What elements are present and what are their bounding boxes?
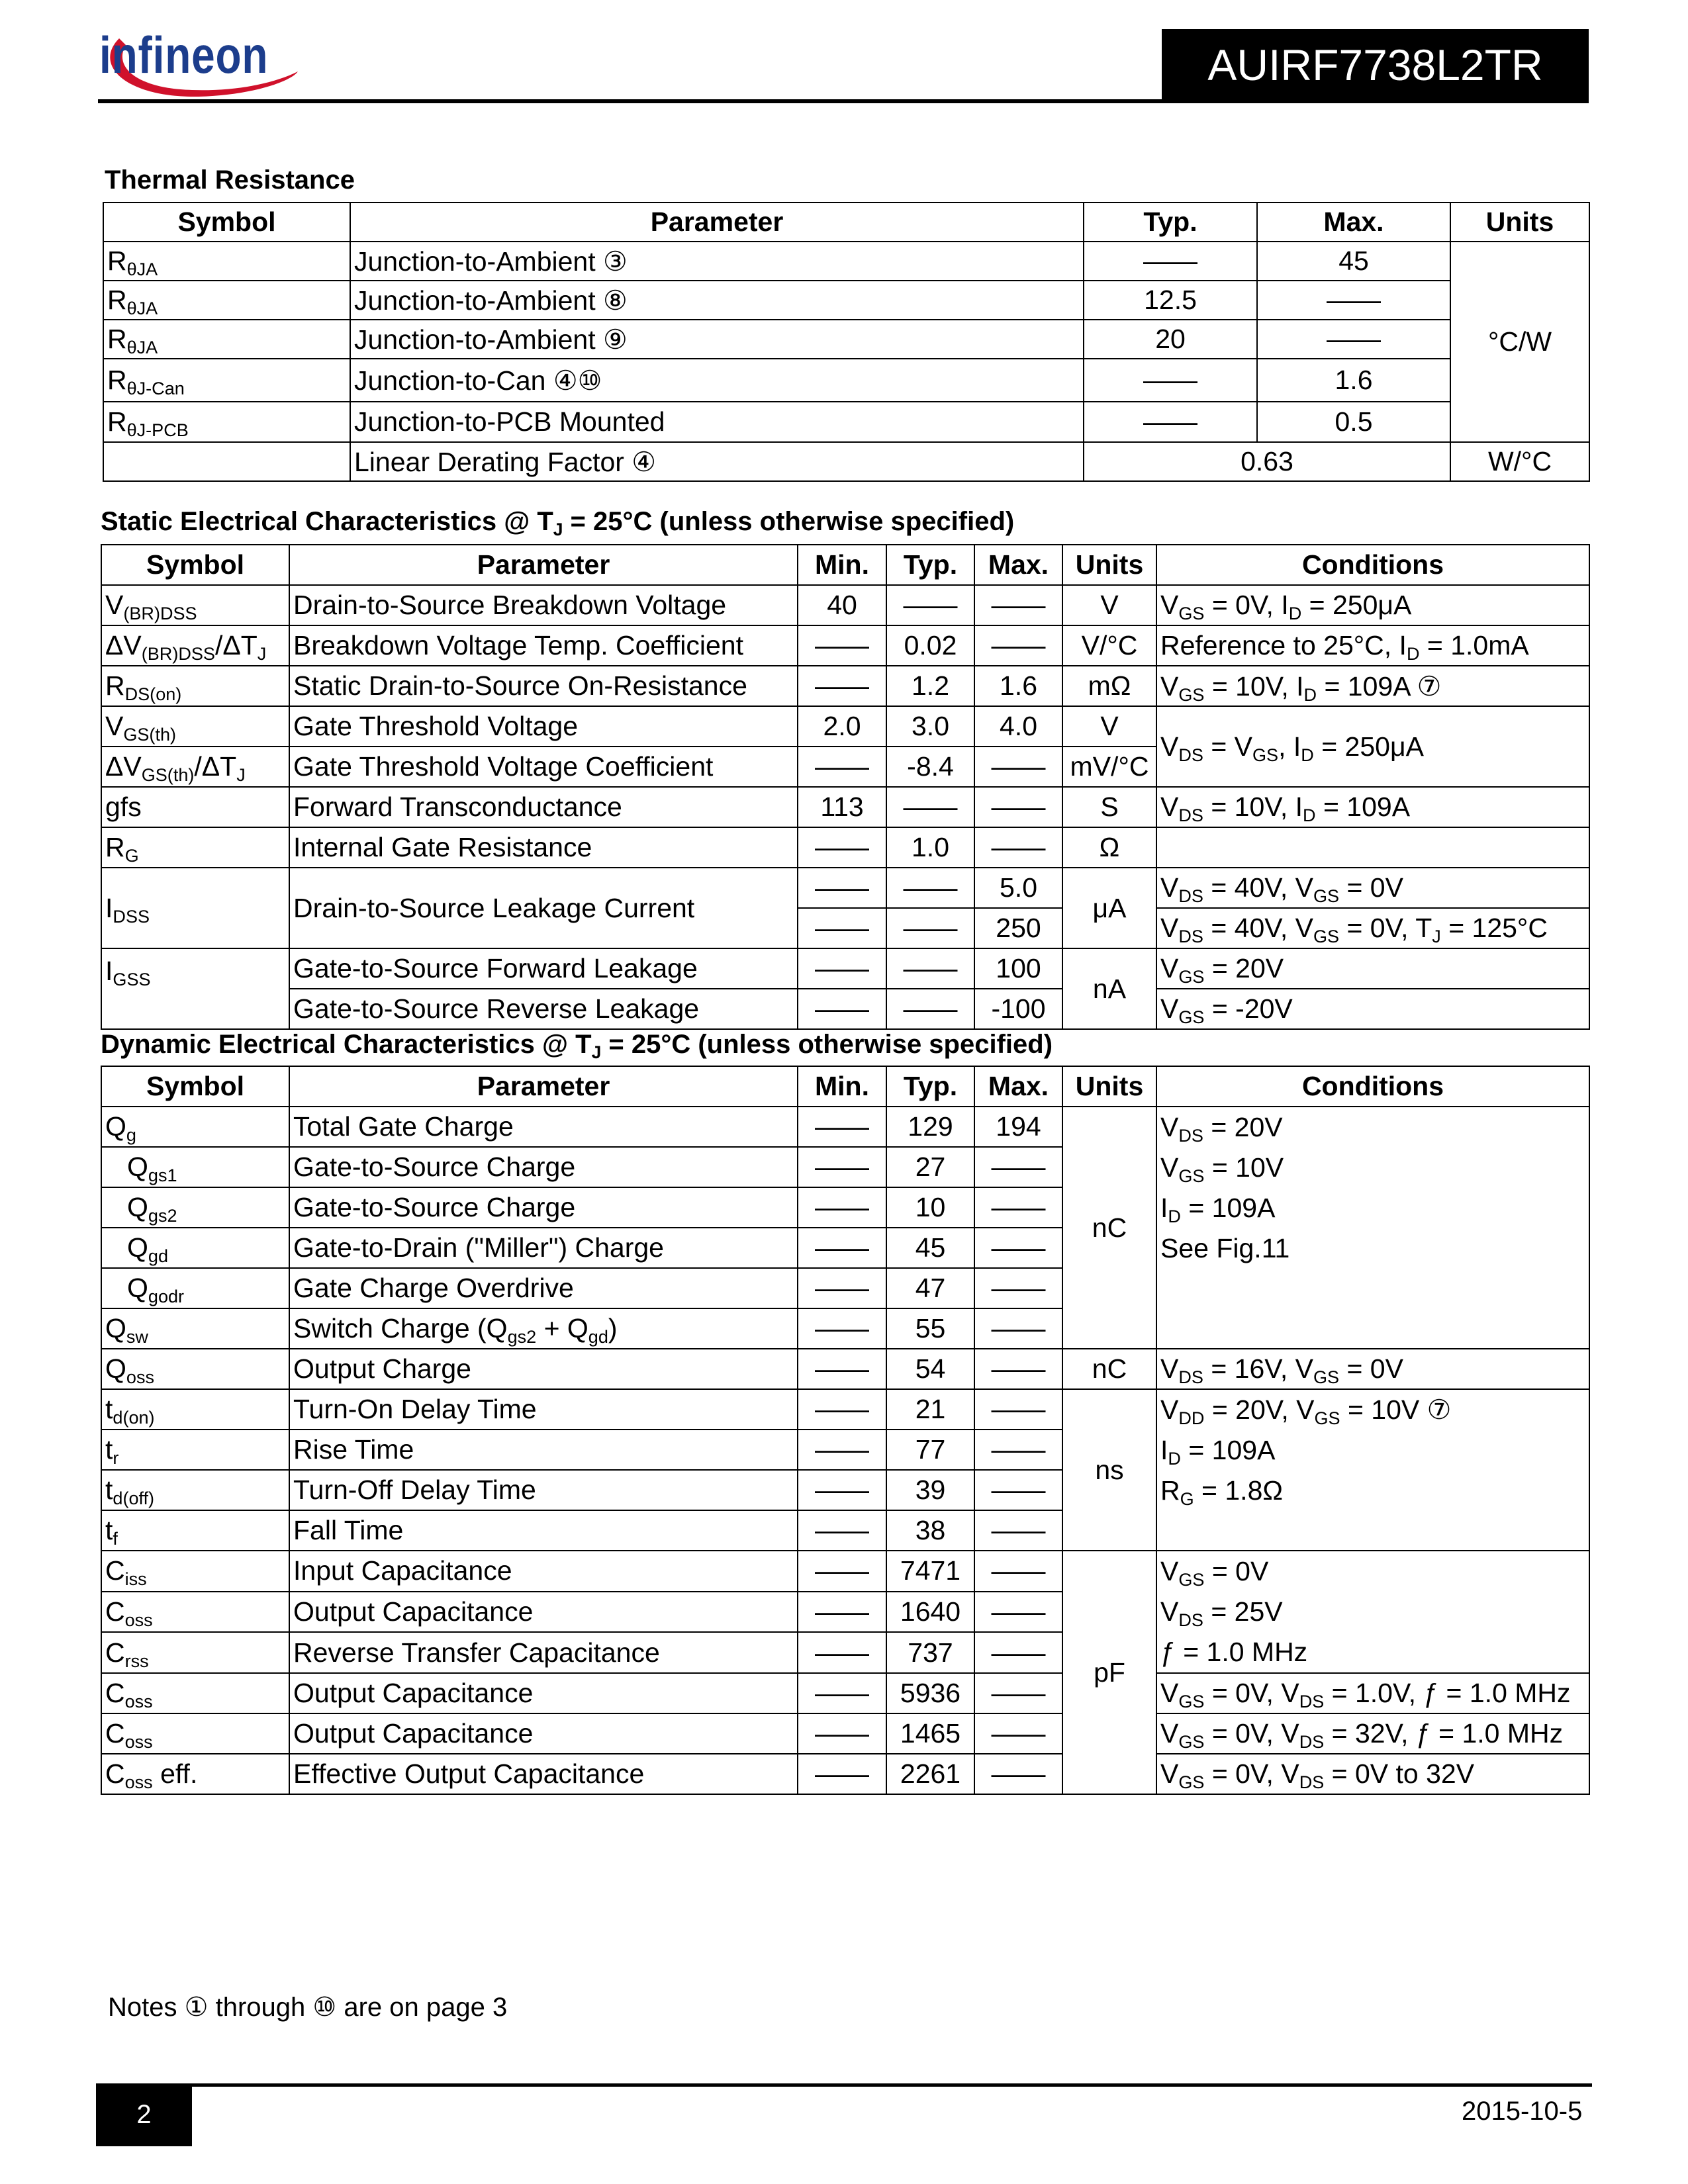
static-title: Static Electrical Characteristics @ $T_J = 25^\circ C$ (unless otherwise specified): [101, 507, 1015, 539]
typ-cell: ——: [886, 948, 974, 989]
max-cell: ——: [974, 1754, 1062, 1794]
min-cell: ——: [798, 948, 886, 989]
conditions-cell: $V_{DS} = 10V$, $I_D = 109A$: [1156, 787, 1589, 827]
max-cell: 5.0: [974, 868, 1062, 908]
min-cell: ——: [798, 1349, 886, 1389]
parameter-cell: Output Capacitance: [289, 1592, 798, 1633]
min-cell: ——: [798, 1673, 886, 1713]
max-cell: ——: [974, 827, 1062, 868]
units-cell: nC: [1062, 1349, 1156, 1389]
max-cell: 250: [974, 908, 1062, 948]
symbol-cell: $Q_{gs2}$: [101, 1187, 289, 1228]
max-cell: ——: [1257, 281, 1450, 320]
dynamic-table: [101, 1066, 1590, 1795]
max-cell: ——: [974, 787, 1062, 827]
typ-cell: 12.5: [1084, 281, 1257, 320]
parameter-cell: Gate Threshold Voltage: [289, 706, 798, 747]
max-cell: -100: [974, 989, 1062, 1029]
symbol-cell: $\Delta V_{GS(th)}/\Delta T_J$: [101, 747, 289, 787]
typ-cell: 54: [886, 1349, 974, 1389]
symbol-cell: $R_{\theta J-PCB}$: [103, 402, 350, 442]
infineon-logo: infineon: [99, 26, 269, 84]
conditions-cell: $V_{DS} = 16V$, $V_{GS} = 0V$: [1156, 1349, 1589, 1389]
typ-cell: 47: [886, 1268, 974, 1308]
typ-cell: 39: [886, 1470, 974, 1510]
col-header: Symbol: [101, 545, 289, 585]
symbol-cell: [103, 442, 350, 481]
header-rule: [98, 99, 1589, 103]
part-number-banner: AUIRF7738L2TR: [1162, 29, 1589, 101]
typ-cell: 1465: [886, 1713, 974, 1754]
parameter-cell: Turn-On Delay Time: [289, 1389, 798, 1430]
symbol-cell: $C_{oss}$ eff.: [101, 1754, 289, 1794]
typ-cell: ——: [886, 585, 974, 625]
max-cell: ——: [974, 1147, 1062, 1187]
typ-cell: 10: [886, 1187, 974, 1228]
units-cell: nC: [1062, 1107, 1156, 1349]
table-row: [101, 1107, 1589, 1147]
max-cell: 100: [974, 948, 1062, 989]
condition-line: $R_G = 1.8\Omega$: [1160, 1475, 1284, 1510]
table-row: [101, 666, 1589, 706]
max-cell: ——: [974, 585, 1062, 625]
conditions-cell: $V_{DS} = 40V$, $V_{GS} = 0V$: [1156, 868, 1589, 908]
units-cell: ns: [1062, 1389, 1156, 1551]
units-cell: S: [1062, 787, 1156, 827]
col-header: Symbol: [101, 1066, 289, 1107]
footer-rule: [96, 2083, 1592, 2087]
typ-cell: 3.0: [886, 706, 974, 747]
table-row: [103, 320, 1589, 359]
min-cell: ——: [798, 1228, 886, 1268]
symbol-cell: $R_{\theta JA}$: [103, 320, 350, 359]
table-row: [101, 625, 1589, 666]
parameter-cell: Rise Time: [289, 1430, 798, 1470]
max-cell: ——: [1257, 320, 1450, 359]
col-header: Typ.: [1084, 203, 1257, 242]
parameter-cell: Gate-to-Drain ("Miller") Charge: [289, 1228, 798, 1268]
parameter-cell: Turn-Off Delay Time: [289, 1470, 798, 1510]
dynamic-title: Dynamic Electrical Characteristics @ $T_J = 25^\circ C$ (unless otherwise specified): [101, 1030, 1053, 1062]
parameter-cell: Breakdown Voltage Temp. Coefficient: [289, 625, 798, 666]
min-cell: ——: [798, 747, 886, 787]
table-row: [101, 706, 1589, 747]
table-header-row: [103, 203, 1589, 242]
col-header: Typ.: [886, 1066, 974, 1107]
typ-cell: ——: [886, 989, 974, 1029]
conditions-cell: $V_{DS} = V_{GS}$, $I_D = 250\mu A$: [1156, 706, 1589, 787]
condition-line: $V_{GS} = 10V$: [1160, 1152, 1284, 1187]
max-cell: ——: [974, 747, 1062, 787]
max-cell: ——: [974, 1673, 1062, 1713]
typ-cell: 1.0: [886, 827, 974, 868]
table-row: [101, 989, 1589, 1029]
condition-line: $V_{GS} = 0V$: [1160, 1556, 1269, 1590]
symbol-cell: $R_{\theta J-Can}$: [103, 359, 350, 402]
table-row: [101, 1551, 1589, 1592]
min-cell: 113: [798, 787, 886, 827]
table-row: [101, 1713, 1589, 1754]
page-number: 2: [96, 2087, 192, 2146]
typ-cell: ——: [886, 868, 974, 908]
conditions-cell: [1156, 1107, 1589, 1349]
max-cell: ——: [974, 1713, 1062, 1754]
typ-cell: 38: [886, 1510, 974, 1551]
typ-cell: -8.4: [886, 747, 974, 787]
table-row: [103, 281, 1589, 320]
symbol-cell: $V_{(BR)DSS}$: [101, 585, 289, 625]
min-cell: ——: [798, 1713, 886, 1754]
units-cell: Ω: [1062, 827, 1156, 868]
parameter-cell: Output Charge: [289, 1349, 798, 1389]
condition-line: $I_D = 109A$: [1160, 1193, 1276, 1227]
max-cell: 1.6: [974, 666, 1062, 706]
table-row: [101, 948, 1589, 989]
typ-cell: 129: [886, 1107, 974, 1147]
min-cell: ——: [798, 1510, 886, 1551]
min-cell: 2.0: [798, 706, 886, 747]
units-cell: mΩ: [1062, 666, 1156, 706]
parameter-cell: Junction-to-Ambient ③: [350, 242, 1084, 281]
conditions-cell: $V_{GS} = 0V$, $V_{DS} = 0V$ to 32V: [1156, 1754, 1589, 1794]
parameter-cell: Reverse Transfer Capacitance: [289, 1632, 798, 1673]
table-header-row: [101, 545, 1589, 585]
units-cell: V: [1062, 585, 1156, 625]
col-header: Parameter: [289, 545, 798, 585]
conditions-cell: $V_{GS} = -20V$: [1156, 989, 1589, 1029]
min-cell: ——: [798, 1430, 886, 1470]
symbol-cell: $C_{iss}$: [101, 1551, 289, 1592]
table-row: [101, 1673, 1589, 1713]
min-cell: ——: [798, 1107, 886, 1147]
typ-cell: 21: [886, 1389, 974, 1430]
max-cell: 1.6: [1257, 359, 1450, 402]
symbol-cell: $t_f$: [101, 1510, 289, 1551]
min-cell: ——: [798, 1187, 886, 1228]
max-cell: ——: [974, 1389, 1062, 1430]
typ-cell: 45: [886, 1228, 974, 1268]
typ-cell: 1.2: [886, 666, 974, 706]
units-cell: μA: [1062, 868, 1156, 948]
min-cell: ——: [798, 827, 886, 868]
parameter-cell: Total Gate Charge: [289, 1107, 798, 1147]
symbol-cell: $I_{DSS}$: [101, 868, 289, 948]
col-header: Min.: [798, 545, 886, 585]
symbol-cell: $Q_g$: [101, 1107, 289, 1147]
min-cell: 40: [798, 585, 886, 625]
col-header: Max.: [974, 545, 1062, 585]
typ-cell: 55: [886, 1308, 974, 1349]
col-header: Conditions: [1156, 1066, 1589, 1107]
typ-cell: 20: [1084, 320, 1257, 359]
units-cell: nA: [1062, 948, 1156, 1029]
revision-date: 2015-10-5: [1462, 2097, 1583, 2126]
static-table: [101, 544, 1590, 1030]
conditions-cell: Reference to 25°C, $I_D = 1.0mA$: [1156, 625, 1589, 666]
parameter-cell: Junction-to-PCB Mounted: [350, 402, 1084, 442]
symbol-cell: $C_{oss}$: [101, 1673, 289, 1713]
table-row: [101, 1754, 1589, 1794]
col-header: Units: [1450, 203, 1589, 242]
min-cell: ——: [798, 1147, 886, 1187]
parameter-cell: Static Drain-to-Source On-Resistance: [289, 666, 798, 706]
col-header: Min.: [798, 1066, 886, 1107]
typ-cell: ——: [1084, 402, 1257, 442]
min-cell: ——: [798, 666, 886, 706]
table-row: [103, 402, 1589, 442]
max-cell: 45: [1257, 242, 1450, 281]
typ-cell: 5936: [886, 1673, 974, 1713]
parameter-cell: Junction-to-Ambient ⑨: [350, 320, 1084, 359]
condition-line: See Fig.11: [1160, 1233, 1290, 1263]
symbol-cell: $V_{GS(th)}$: [101, 706, 289, 747]
col-header: Typ.: [886, 545, 974, 585]
parameter-cell: Internal Gate Resistance: [289, 827, 798, 868]
table-row: [101, 827, 1589, 868]
max-cell: ——: [974, 1228, 1062, 1268]
conditions-cell: [1156, 1389, 1589, 1551]
max-cell: ——: [974, 1551, 1062, 1592]
value-cell: 0.63: [1084, 442, 1450, 481]
parameter-cell: Gate-to-Source Forward Leakage: [289, 948, 798, 989]
table-row: [103, 442, 1589, 481]
parameter-cell: Output Capacitance: [289, 1673, 798, 1713]
typ-cell: 0.02: [886, 625, 974, 666]
col-header: Max.: [1257, 203, 1450, 242]
symbol-cell: $t_r$: [101, 1430, 289, 1470]
conditions-cell: $V_{GS} = 0V$, $V_{DS} = 1.0V$, ƒ = 1.0 MHz: [1156, 1673, 1589, 1713]
symbol-cell: $I_{GSS}$: [101, 948, 289, 1029]
parameter-cell: Gate Threshold Voltage Coefficient: [289, 747, 798, 787]
max-cell: ——: [974, 1470, 1062, 1510]
symbol-cell: $Q_{gs1}$: [101, 1147, 289, 1187]
typ-cell: 737: [886, 1632, 974, 1673]
min-cell: ——: [798, 1470, 886, 1510]
condition-line: $V_{DD} = 20V$, $V_{GS} = 10V$ ⑦: [1160, 1394, 1452, 1429]
parameter-cell: Gate Charge Overdrive: [289, 1268, 798, 1308]
condition-line: $V_{DS} = 25V$: [1160, 1596, 1283, 1631]
typ-cell: ——: [1084, 359, 1257, 402]
symbol-cell: $Q_{gd}$: [101, 1228, 289, 1268]
table-row: [103, 359, 1589, 402]
thermal-title: Thermal Resistance: [105, 165, 355, 195]
min-cell: ——: [798, 1592, 886, 1633]
col-header: Conditions: [1156, 545, 1589, 585]
col-header: Units: [1062, 545, 1156, 585]
col-header: Units: [1062, 1066, 1156, 1107]
symbol-cell: $Q_{godr}$: [101, 1268, 289, 1308]
max-cell: ——: [974, 625, 1062, 666]
symbol-cell: $R_{\theta JA}$: [103, 281, 350, 320]
max-cell: 4.0: [974, 706, 1062, 747]
conditions-cell: $V_{DS} = 40V$, $V_{GS} = 0V$, $T_J = 125^\circ C$: [1156, 908, 1589, 948]
typ-cell: 77: [886, 1430, 974, 1470]
typ-cell: ——: [886, 787, 974, 827]
parameter-cell: Input Capacitance: [289, 1551, 798, 1592]
min-cell: ——: [798, 908, 886, 948]
notes-text: Notes ① through ⑩ are on page 3: [108, 1993, 508, 2022]
symbol-cell: gfs: [101, 787, 289, 827]
min-cell: ——: [798, 1551, 886, 1592]
parameter-cell: Output Capacitance: [289, 1713, 798, 1754]
symbol-cell: $C_{oss}$: [101, 1713, 289, 1754]
table-header-row: [101, 1066, 1589, 1107]
max-cell: ——: [974, 1632, 1062, 1673]
symbol-cell: $t_{d(off)}$: [101, 1470, 289, 1510]
symbol-cell: $\Delta V_{(BR)DSS}/\Delta T_J$: [101, 625, 289, 666]
units-cell: °C/W: [1450, 242, 1589, 442]
parameter-cell: Effective Output Capacitance: [289, 1754, 798, 1794]
conditions-cell: $V_{GS} = 0V$, $V_{DS} = 32V$, ƒ = 1.0 MHz: [1156, 1713, 1589, 1754]
units-cell: V: [1062, 706, 1156, 747]
parameter-cell: Gate-to-Source Charge: [289, 1147, 798, 1187]
symbol-cell: $R_G$: [101, 827, 289, 868]
thermal-table: [103, 202, 1590, 482]
parameter-cell: Forward Transconductance: [289, 787, 798, 827]
units-cell: V/°C: [1062, 625, 1156, 666]
min-cell: ——: [798, 1632, 886, 1673]
parameter-cell: Drain-to-Source Leakage Current: [289, 868, 798, 948]
conditions-cell: $V_{GS} = 10V$, $I_D = 109A$ ⑦: [1156, 666, 1589, 706]
max-cell: 194: [974, 1107, 1062, 1147]
min-cell: ——: [798, 1308, 886, 1349]
conditions-cell: [1156, 1551, 1589, 1673]
symbol-cell: $t_{d(on)}$: [101, 1389, 289, 1430]
max-cell: ——: [974, 1187, 1062, 1228]
symbol-cell: $C_{oss}$: [101, 1592, 289, 1633]
min-cell: ——: [798, 1268, 886, 1308]
symbol-cell: $Q_{oss}$: [101, 1349, 289, 1389]
conditions-cell: $V_{GS} = 0V$, $I_D = 250\mu A$: [1156, 585, 1589, 625]
typ-cell: ——: [1084, 242, 1257, 281]
col-header: Parameter: [289, 1066, 798, 1107]
typ-cell: 27: [886, 1147, 974, 1187]
max-cell: 0.5: [1257, 402, 1450, 442]
typ-cell: 1640: [886, 1592, 974, 1633]
table-row: [103, 242, 1589, 281]
parameter-cell: Junction-to-Ambient ⑧: [350, 281, 1084, 320]
conditions-cell: [1156, 827, 1589, 868]
parameter-cell: Gate-to-Source Reverse Leakage: [289, 989, 798, 1029]
table-row: [101, 585, 1589, 625]
condition-line: $V_{DS} = 20V$: [1160, 1112, 1283, 1146]
table-row: [101, 868, 1589, 908]
max-cell: ——: [974, 1308, 1062, 1349]
col-header: Parameter: [350, 203, 1084, 242]
conditions-cell: $V_{GS} = 20V$: [1156, 948, 1589, 989]
min-cell: ——: [798, 989, 886, 1029]
max-cell: ——: [974, 1510, 1062, 1551]
symbol-cell: $R_{\theta JA}$: [103, 242, 350, 281]
parameter-cell: Drain-to-Source Breakdown Voltage: [289, 585, 798, 625]
units-cell: mV/°C: [1062, 747, 1156, 787]
typ-cell: ——: [886, 908, 974, 948]
table-row: [101, 1349, 1589, 1389]
min-cell: ——: [798, 1389, 886, 1430]
col-header: Max.: [974, 1066, 1062, 1107]
min-cell: ——: [798, 868, 886, 908]
max-cell: ——: [974, 1430, 1062, 1470]
parameter-cell: Fall Time: [289, 1510, 798, 1551]
symbol-cell: $C_{rss}$: [101, 1632, 289, 1673]
parameter-cell: Gate-to-Source Charge: [289, 1187, 798, 1228]
symbol-cell: $Q_{sw}$: [101, 1308, 289, 1349]
max-cell: ——: [974, 1349, 1062, 1389]
table-row: [101, 1389, 1589, 1430]
typ-cell: 2261: [886, 1754, 974, 1794]
parameter-cell: Junction-to-Can ④⑩: [350, 359, 1084, 402]
min-cell: ——: [798, 625, 886, 666]
symbol-cell: $R_{DS(on)}$: [101, 666, 289, 706]
min-cell: ——: [798, 1754, 886, 1794]
condition-line: ƒ = 1.0 MHz: [1160, 1637, 1308, 1667]
condition-line: $I_D = 109A$: [1160, 1435, 1276, 1469]
max-cell: ——: [974, 1592, 1062, 1633]
col-header: Symbol: [103, 203, 350, 242]
typ-cell: 7471: [886, 1551, 974, 1592]
parameter-cell: Switch Charge $(Q_{gs2} + Q_{gd})$: [289, 1308, 798, 1349]
table-row: [101, 787, 1589, 827]
units-cell: W/°C: [1450, 442, 1589, 481]
units-cell: pF: [1062, 1551, 1156, 1794]
parameter-cell: Linear Derating Factor ④: [350, 442, 1084, 481]
max-cell: ——: [974, 1268, 1062, 1308]
